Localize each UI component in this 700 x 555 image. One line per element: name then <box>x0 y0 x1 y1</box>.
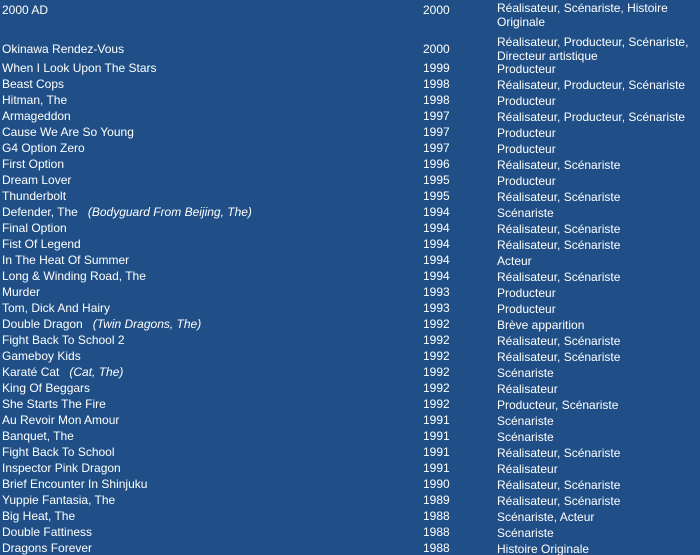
film-year: 2000 <box>423 3 450 17</box>
film-year: 1992 <box>423 317 450 331</box>
film-row <box>0 173 700 189</box>
film-row <box>0 349 700 365</box>
film-title[interactable]: Double Dragon <box>2 317 83 331</box>
film-year: 1993 <box>423 301 450 315</box>
film-row <box>0 509 700 525</box>
film-title-cell <box>2 397 106 411</box>
film-roles: Réalisateur, Scénariste <box>497 190 621 204</box>
film-year: 2000 <box>423 42 450 56</box>
film-row <box>0 269 700 285</box>
film-row <box>0 429 700 445</box>
film-roles: Réalisateur, Scénariste <box>497 494 621 508</box>
film-title[interactable]: Tom, Dick And Hairy <box>2 301 111 315</box>
film-year: 1991 <box>423 429 450 443</box>
film-roles: Réalisateur <box>497 382 558 396</box>
film-title[interactable]: King Of Beggars <box>2 381 91 395</box>
film-title-cell <box>2 333 125 347</box>
film-title-cell <box>2 269 146 283</box>
film-title[interactable]: 2000 AD <box>2 3 49 17</box>
film-row <box>0 221 700 237</box>
film-title[interactable]: Dream Lover <box>2 173 72 187</box>
film-title-cell <box>2 93 67 107</box>
film-roles: Producteur <box>497 174 556 188</box>
film-row <box>0 32 700 61</box>
film-title-cell <box>2 541 92 555</box>
film-roles: Réalisateur, Scénariste <box>497 238 621 252</box>
film-title[interactable]: Cause We Are So Young <box>2 125 134 139</box>
film-title[interactable]: Banquet, The <box>2 429 74 443</box>
film-row <box>0 445 700 461</box>
film-year: 1992 <box>423 397 450 411</box>
film-roles: Scénariste <box>497 206 554 220</box>
film-roles: Producteur <box>497 286 556 300</box>
film-roles: Producteur <box>497 94 556 108</box>
film-year: 1998 <box>423 93 450 107</box>
film-roles: Réalisateur, Scénariste <box>497 334 621 348</box>
film-title-cell <box>2 61 157 75</box>
film-alt-title: (Cat, The) <box>69 365 124 379</box>
film-year: 1989 <box>423 493 450 507</box>
film-year: 1988 <box>423 525 450 539</box>
film-title[interactable]: Double Fattiness <box>2 525 93 539</box>
film-title[interactable]: Fight Back To School <box>2 445 115 459</box>
film-year: 1993 <box>423 285 450 299</box>
film-title[interactable]: In The Heat Of Summer <box>2 253 130 267</box>
film-row <box>0 109 700 125</box>
film-row <box>0 77 700 93</box>
film-row <box>0 253 700 269</box>
film-title[interactable]: Karaté Cat <box>2 365 60 379</box>
film-year: 1999 <box>423 61 450 75</box>
film-row <box>0 141 700 157</box>
film-row <box>0 125 700 141</box>
film-roles: Réalisateur, Producteur, Scénariste <box>497 78 686 92</box>
film-roles: Acteur <box>497 254 532 268</box>
film-title-cell <box>2 525 92 539</box>
film-title[interactable]: Fight Back To School 2 <box>2 333 125 347</box>
film-row <box>0 189 700 205</box>
film-title-cell <box>2 253 129 267</box>
film-roles: Producteur <box>497 62 556 76</box>
film-row <box>0 381 700 397</box>
film-title[interactable]: Gameboy Kids <box>2 349 81 363</box>
film-roles: Réalisateur, Scénariste <box>497 270 621 284</box>
film-year: 1997 <box>423 125 450 139</box>
film-roles: Scénariste <box>497 430 554 444</box>
film-year: 1992 <box>423 365 450 379</box>
film-row <box>0 461 700 477</box>
film-roles: Producteur <box>497 126 556 140</box>
film-title-cell <box>2 445 115 459</box>
film-row <box>0 61 700 77</box>
film-title[interactable]: Armageddon <box>2 109 71 123</box>
film-year: 1991 <box>423 413 450 427</box>
film-row <box>0 205 700 221</box>
film-roles: Producteur <box>497 302 556 316</box>
film-title[interactable]: Au Revoir Mon Amour <box>2 413 120 427</box>
film-title-cell <box>2 221 67 235</box>
film-alt-title: (Twin Dragons, The) <box>92 317 202 331</box>
film-row <box>0 317 700 333</box>
film-row <box>0 0 700 32</box>
film-title-cell <box>2 189 66 203</box>
film-title[interactable]: First Option <box>2 157 65 171</box>
film-title[interactable]: Yuppie Fantasia, The <box>2 493 116 507</box>
film-title[interactable]: Murder <box>2 285 41 299</box>
film-row <box>0 333 700 349</box>
film-title-cell <box>2 365 123 379</box>
film-roles: Réalisateur, Scénariste, Histoire Originale <box>497 1 668 29</box>
film-title[interactable]: Brief Encounter In Shinjuku <box>2 477 148 491</box>
film-title-cell <box>2 349 81 363</box>
film-year: 1992 <box>423 333 450 347</box>
film-title-cell <box>2 285 40 299</box>
film-year: 1995 <box>423 173 450 187</box>
film-title-cell <box>2 77 64 91</box>
film-row <box>0 525 700 541</box>
film-year: 1996 <box>423 157 450 171</box>
film-title-cell <box>2 493 115 507</box>
film-roles: Scénariste, Acteur <box>497 510 595 524</box>
film-title[interactable]: Hitman, The <box>2 93 68 107</box>
film-row <box>0 237 700 253</box>
film-row <box>0 157 700 173</box>
film-year: 1990 <box>423 477 450 491</box>
film-alt-title: (Bodyguard From Beijing, The) <box>87 205 252 219</box>
film-title-cell <box>2 125 134 139</box>
film-title-cell <box>2 301 110 315</box>
film-title[interactable]: Okinawa Rendez-Vous <box>2 42 125 56</box>
film-title[interactable]: Inspector Pink Dragon <box>2 461 121 475</box>
film-title-cell <box>2 205 252 219</box>
film-title-cell <box>2 3 48 17</box>
film-roles: Brève apparition <box>497 318 585 332</box>
film-title-cell <box>2 42 124 56</box>
film-title[interactable]: Beast Cops <box>2 77 65 91</box>
film-title[interactable]: Dragons Forever <box>2 541 93 555</box>
film-roles: Producteur, Scénariste <box>497 398 619 412</box>
film-row <box>0 397 700 413</box>
film-row <box>0 413 700 429</box>
film-row <box>0 493 700 509</box>
film-row <box>0 365 700 381</box>
film-title[interactable]: Final Option <box>2 221 67 235</box>
film-row <box>0 285 700 301</box>
film-year: 1991 <box>423 445 450 459</box>
film-row <box>0 541 700 555</box>
film-title-cell <box>2 381 90 395</box>
film-title-cell <box>2 157 64 171</box>
film-title[interactable]: Long & Winding Road, The <box>2 269 146 283</box>
film-title-cell <box>2 141 85 155</box>
film-year: 1997 <box>423 109 450 123</box>
film-title[interactable]: G4 Option Zero <box>2 141 85 155</box>
film-roles: Producteur <box>497 142 556 156</box>
film-year: 1994 <box>423 253 450 267</box>
film-year: 1994 <box>423 237 450 251</box>
film-title-cell <box>2 237 81 251</box>
film-year: 1995 <box>423 189 450 203</box>
film-title-cell <box>2 413 119 427</box>
film-row <box>0 93 700 109</box>
film-roles: Réalisateur, Scénariste <box>497 158 621 172</box>
film-title-cell <box>2 109 71 123</box>
film-year: 1994 <box>423 221 450 235</box>
film-roles: Histoire Originale <box>497 542 590 555</box>
film-title-cell <box>2 429 74 443</box>
film-title[interactable]: Thunderbolt <box>2 189 67 203</box>
film-year: 1997 <box>423 141 450 155</box>
film-year: 1992 <box>423 349 450 363</box>
film-title[interactable]: When I Look Upon The Stars <box>2 61 157 75</box>
film-title[interactable]: Fist Of Legend <box>2 237 81 251</box>
film-roles: Scénariste <box>497 526 554 540</box>
film-year: 1992 <box>423 381 450 395</box>
film-roles: Réalisateur, Scénariste <box>497 350 621 364</box>
film-roles: Réalisateur, Scénariste <box>497 478 621 492</box>
film-title-cell <box>2 509 75 523</box>
film-row <box>0 301 700 317</box>
film-title[interactable]: Defender, The <box>2 205 78 219</box>
film-roles: Réalisateur, Scénariste <box>497 446 621 460</box>
film-title-cell <box>2 173 71 187</box>
film-title[interactable]: She Starts The Fire <box>2 397 106 411</box>
film-roles: Réalisateur <box>497 462 558 476</box>
film-roles: Scénariste <box>497 366 554 380</box>
film-year: 1994 <box>423 269 450 283</box>
film-roles: Réalisateur, Producteur, Scénariste, Directeur artistique <box>497 35 689 63</box>
film-roles: Réalisateur, Producteur, Scénariste <box>497 110 686 124</box>
film-roles: Réalisateur, Scénariste <box>497 222 621 236</box>
film-year: 1988 <box>423 541 450 555</box>
film-title[interactable]: Big Heat, The <box>2 509 76 523</box>
film-year: 1994 <box>423 205 450 219</box>
film-year: 1991 <box>423 461 450 475</box>
film-title-cell <box>2 477 147 491</box>
film-title-cell <box>2 461 121 475</box>
film-title-cell <box>2 317 201 331</box>
film-roles: Scénariste <box>497 414 554 428</box>
film-row <box>0 477 700 493</box>
film-year: 1988 <box>423 509 450 523</box>
film-year: 1998 <box>423 77 450 91</box>
